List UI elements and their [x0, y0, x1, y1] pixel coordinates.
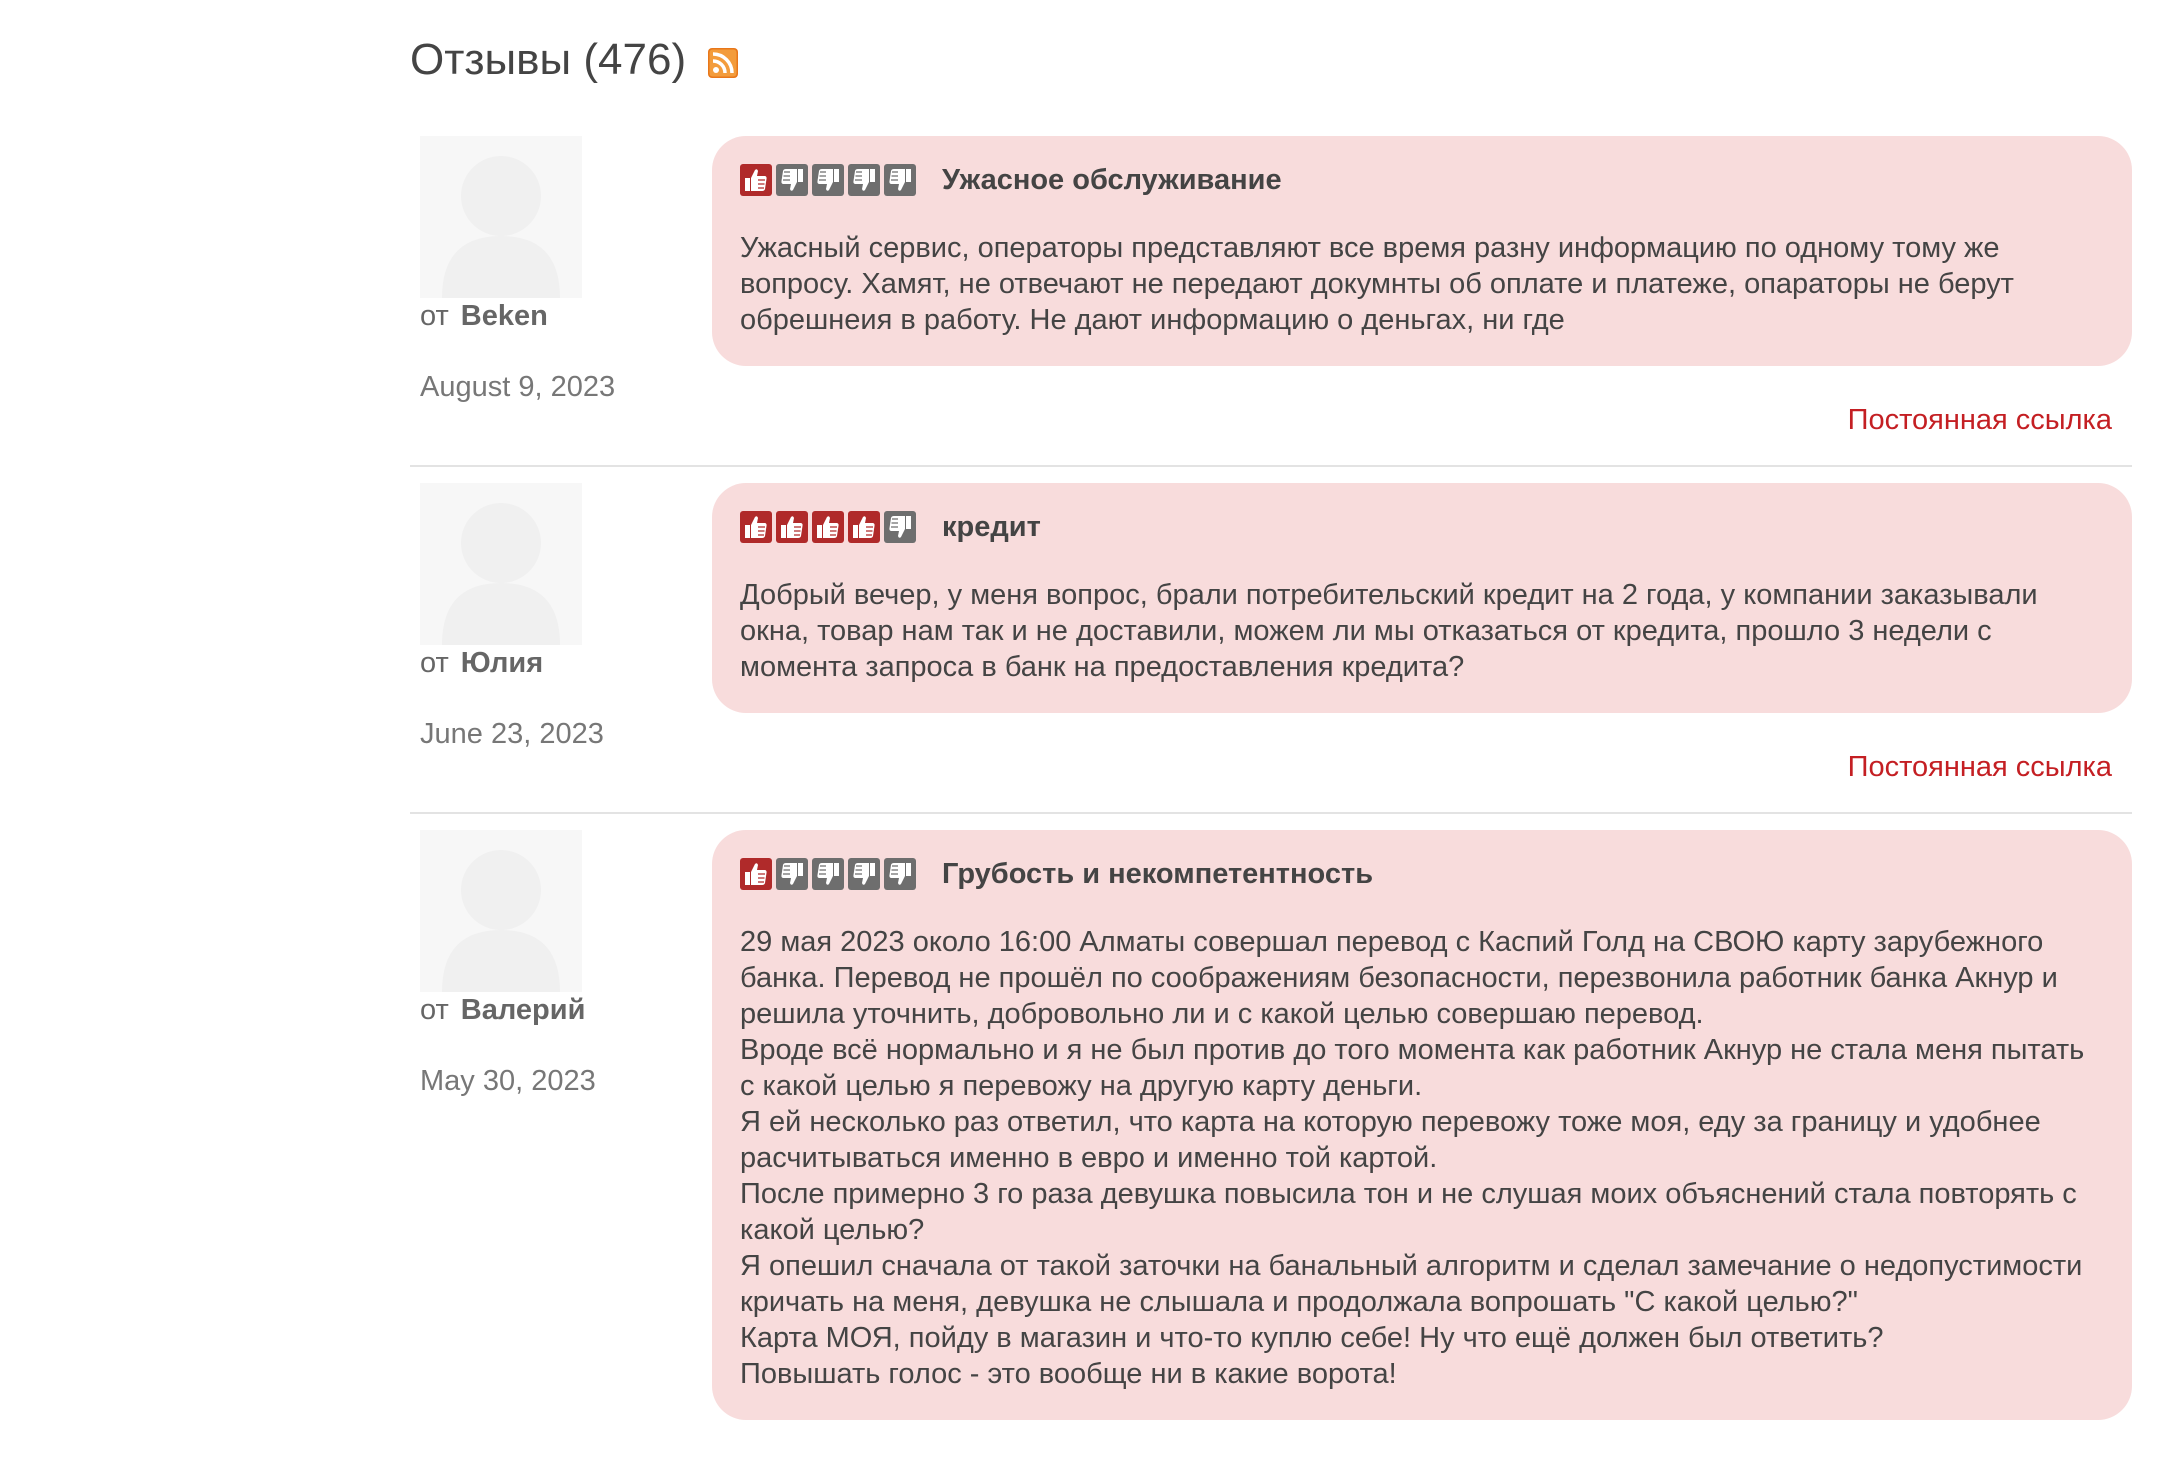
thumb-down-icon [884, 511, 916, 543]
review-item [410, 814, 2132, 1448]
reviews-list [410, 120, 2132, 1448]
review-text: Ужасный сервис, операторы представляют все время разну информацию по одному тому же вопросу. Хамят, не отвечают не передают докумнты об оплате и платеже, опараторы не берут обрешнеия в работу. Не дают информацию о деньгах, ни где [740, 232, 2014, 336]
review-content-column [712, 830, 2132, 1420]
avatar [420, 136, 582, 298]
review-title: Грубость и некомпетентность [942, 857, 1374, 890]
review-author-column [410, 136, 712, 437]
review-date: May 30, 2023 [420, 1065, 596, 1097]
avatar [420, 483, 582, 645]
thumb-down-icon [848, 164, 880, 196]
user-silhouette-icon [420, 483, 582, 645]
review-content-column [712, 483, 2132, 784]
review-bubble-header [740, 856, 2104, 892]
rss-icon[interactable] [708, 48, 738, 78]
thumb-up-icon [812, 511, 844, 543]
thumb-up-icon [740, 858, 772, 890]
thumb-up-icon [848, 511, 880, 543]
review-text: 29 мая 2023 около 16:00 Алматы совершал перевод с Каспий Голд на СВОЮ карту зарубежного банка. Перевод не прошёл по соображениям безопасности, перезвонила работник банка Акнур и решила уточнить, добровольно ли и с какой целью совершаю перевод. Вроде всё нормально и я не был против до того момента как работник Акнур не стала меня пытать с какой целью я перевожу на другую карту деньги. Я ей несколько раз ответил, что карта на которую перевожу тоже моя, еду за границу и удобнее расчитываться именно в евро и именно той картой. После примерно 3 го раза девушка повысила тон и не слушая моих объяснений стала повторять с какой целью? Я опешил сначала от такой заточки на банальный алгоритм и сделал замечание о недопустимости кричать на меня, девушка не слышала и продолжала вопрошать "С какой целью?" Карта МОЯ, пойду в магазин и что-то куплю себе! Ну что ещё должен был ответить? Повышать голос - это вообще ни в какие ворота! [740, 926, 2085, 1390]
review-title: Ужасное обслуживание [942, 163, 1282, 196]
review-title: кредит [942, 510, 1041, 543]
avatar [420, 830, 582, 992]
thumb-down-icon [884, 858, 916, 890]
thumb-down-icon [812, 164, 844, 196]
thumb-up-icon [776, 511, 808, 543]
review-bubble-header [740, 162, 2104, 198]
thumb-up-icon [740, 164, 772, 196]
reviews-header [410, 0, 2132, 120]
page-title: Отзывы (476) [410, 35, 687, 84]
review-text: Добрый вечер, у меня вопрос, брали потребительский кредит на 2 года, у компании заказывали окна, товар нам так и не доставили, можем ли мы отказаться от кредита, прошло 3 недели с момента запроса в банк на предоставления кредита? [740, 579, 2038, 683]
permalink[interactable]: Постоянная ссылка [1847, 404, 2112, 436]
author-name: Юлия [460, 647, 544, 679]
review-author [420, 994, 712, 1027]
thumb-down-icon [776, 164, 808, 196]
permalink[interactable]: Постоянная ссылка [1847, 751, 2112, 783]
author-prefix: от [420, 300, 449, 332]
thumb-down-icon [884, 164, 916, 196]
rating [740, 858, 916, 890]
review-content-column [712, 136, 2132, 437]
author-name: Beken [460, 300, 548, 332]
author-prefix: от [420, 994, 449, 1026]
review-bubble [712, 483, 2132, 713]
user-silhouette-icon [420, 136, 582, 298]
thumb-down-icon [848, 858, 880, 890]
review-bubble-header [740, 509, 2104, 545]
author-name: Валерий [460, 994, 586, 1026]
rating [740, 511, 916, 543]
review-author-column [410, 830, 712, 1420]
review-author-column [410, 483, 712, 784]
review-author [420, 300, 712, 333]
user-silhouette-icon [420, 830, 582, 992]
thumb-up-icon [740, 511, 772, 543]
thumb-down-icon [776, 858, 808, 890]
review-item [410, 467, 2132, 814]
review-bubble [712, 136, 2132, 366]
review-date: June 23, 2023 [420, 718, 604, 750]
review-item [410, 120, 2132, 467]
review-bubble [712, 830, 2132, 1420]
reviews-section [410, 0, 2132, 1448]
review-author [420, 647, 712, 680]
rating [740, 164, 916, 196]
author-prefix: от [420, 647, 449, 679]
review-date: August 9, 2023 [420, 371, 616, 403]
thumb-down-icon [812, 858, 844, 890]
